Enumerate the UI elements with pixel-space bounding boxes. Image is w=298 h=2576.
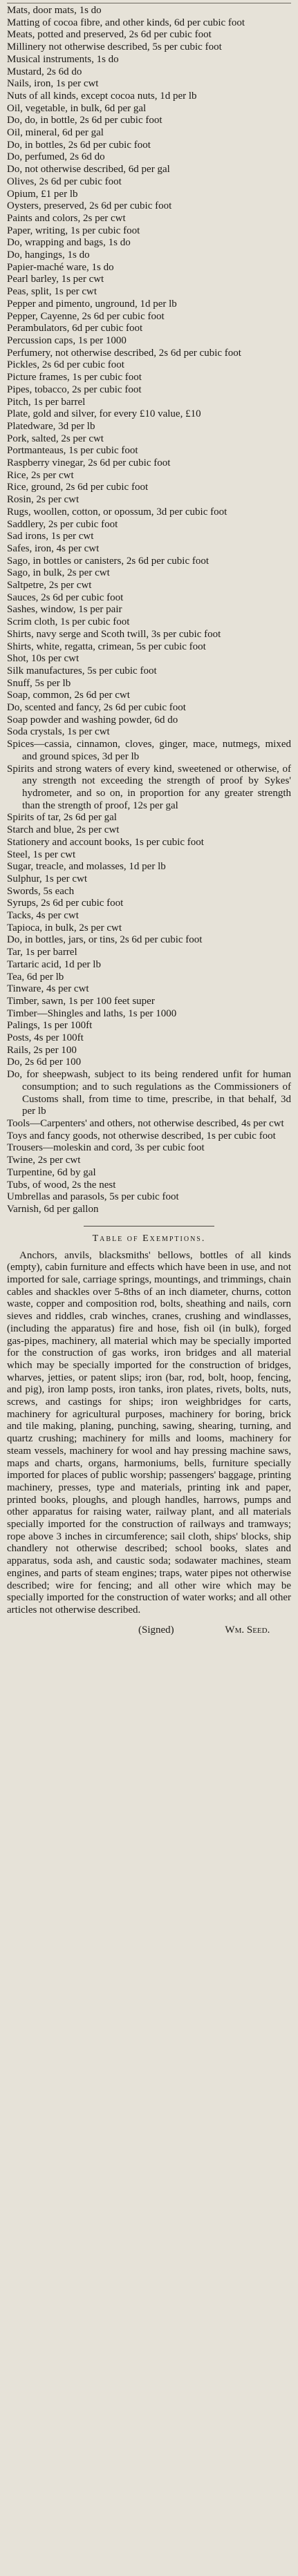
signature-line [7,1624,291,1636]
tariff-entry: Do, not otherwise described, 6d per gal [7,164,170,176]
tariff-entry: Do, scented and fancy, 2s 6d per cubic foot [7,702,186,714]
tariff-entry: Soap, common, 2s 6d per cwt [7,690,130,701]
tariff-entry: Toys and fancy goods, not otherwise described, 1s per cubic foot [7,1130,276,1142]
tariff-entry: Tapioca, in bulk, 2s per cwt [7,922,122,934]
tariff-entry: Tar, 1s per barrel [7,947,77,958]
tariff-entry: Palings, 1s per 100ft [7,1020,93,1032]
tariff-entry: Pitch, 1s per barrel [7,396,86,408]
tariff-entry: Nails, iron, 1s per cwt [7,78,99,90]
tariff-entry: Paper, writing, 1s per cubic foot [7,225,140,236]
tariff-entry: Sago, in bottles or canisters, 2s 6d per cubic foot [7,555,209,567]
tariff-entry: Soda crystals, 1s per cwt [7,726,110,738]
exemptions-text: Anchors, anvils, blacksmiths' bellows, bottles of all kinds (empty), cabin furniture and effects which have been in use, and not imported for sale, carriage springs, mountings, and trimmings, chain cables and shackles over 5-8ths of an inch diameter, churns, cotton waste, copper and composition rod, bolts, sheathing and nails, corn sieves and riddles, crab winches, cranes, crushing and windlasses, (including the apparatus) fire and hose, fish oil (in bulk), forged gas-pipes, machinery, all material which may be specially imported for the construction of gas works, iron bridges and all material which may be specially imported for the construction of bridges, wharves, jetties, or patent slips; iron (bar, rod, bolt, hoop, fencing, and pig), iron lamp posts, iron tanks, iron plates, rivets, bolts, nuts, screws, and castings for ships; iron weighbridges for carts, machinery for agricultural purposes, machinery for boring, brick and tile making, planing, punching, sawing, shearing, turning, and quartz crushing; machinery for mills and looms, machinery for steam vessels, machinery for wool and hay pressing machine saws, maps and charts, organs, harmoniums, bells, furniture specially imported for places of public worship; passengers' baggage, printing machinery, presses, type and materials, printing ink and paper, printed books, ploughs, and plough handles, harrows, pumps and other apparatus for raising water, railway plant, and all materials specially imported for the construction of railways and tramways; rope above 3 inches in circumference; sail cloth, ships' blocks, ship chandlery not otherwise described; school books, slates and apparatus, soda ash, and caustic soda; sodawater machines, steam engines, and parts of steam engines; traps, water pipes not otherwise described; wire for fencing; and all other wire which may be specially imported for the construction of water works; and all other articles not otherwise described. [7,1249,291,1616]
signed-label: (Signed) [138,1624,174,1636]
tariff-entry: Trousers—moleskin and cord, 3s per cubic foot [7,1142,205,1154]
tariff-entry: Rice, 2s per cwt [7,469,74,481]
tariff-entry: Do, hangings, 1s do [7,249,90,261]
tariff-entry: Do, wrapping and bags, 1s do [7,237,131,249]
tariff-entry: Meats, potted and preserved, 2s 6d per cubic foot [7,29,212,41]
tariff-entry: Mustard, 2s 6d do [7,66,82,77]
tariff-entry: Plate, gold and silver, for every £10 value, £10 [7,408,201,420]
tariff-entry: Matting of cocoa fibre, and other kinds, 6d per cubic foot [7,17,245,28]
tariff-entry: Varnish, 6d per gallon [7,1203,99,1215]
tariff-entry: Sago, in bulk, 2s per cwt [7,567,110,579]
tariff-entry: Millinery not otherwise described, 5s per cubic foot [7,41,222,53]
tariff-entry: Pepper and pimento, unground, 1d per lb [7,298,177,310]
tariff-entry: Spices—cassia, cinnamon, cloves, ginger, mace, nutmegs, mixed and ground spices, 3d per lb [7,739,291,762]
tariff-entry: Do, perfumed, 2s 6d do [7,151,105,163]
tariff-entry: Do, do, in bottle, 2s 6d per cubic foot [7,115,162,126]
tariff-entry: Soap powder and washing powder, 6d do [7,714,178,726]
tariff-entry: Platedware, 3d per lb [7,420,95,432]
tariff-entry: Turpentine, 6d by gal [7,1166,96,1178]
tariff-entry: Stationery and account books, 1s per cubic foot [7,836,204,848]
tariff-entry: Rails, 2s per 100 [7,1044,77,1056]
tariff-entry: Silk manufactures, 5s per cubic foot [7,665,157,676]
tariff-entry: Oil, mineral, 6d per gal [7,127,104,139]
tariff-entry: Rugs, woollen, cotton, or opossum, 3d per cubic foot [7,506,227,518]
tariff-entry: Olives, 2s 6d per cubic foot [7,176,122,187]
tariff-entry: Do, 2s 6d per 100 [7,1057,82,1068]
tariff-entry: Sulphur, 1s per cwt [7,873,88,884]
tariff-entry: Scrim cloth, 1s per cubic foot [7,616,130,628]
tariff-entry: Do, for sheepwash, subject to its being rendered unfit for human consumption; and to such regulations as the Commissioners of Customs shall, from time to time, prescribe, in that behalf, 3d per lb [7,1069,291,1117]
tariff-entry: Paints and colors, 2s per cwt [7,212,126,224]
tariff-entry: Pearl barley, 1s per cwt [7,274,104,285]
tariff-entry: Papier-maché ware, 1s do [7,261,114,273]
tariff-entry: Timber—Shingles and laths, 1s per 1000 [7,1007,177,1019]
tariff-entry: Pepper, Cayenne, 2s 6d per cubic foot [7,310,165,322]
tariff-entry: Shot, 10s per cwt [7,653,80,665]
tariff-entry: Sashes, window, 1s per pair [7,604,122,616]
exemptions-heading: Table of Exemptions. [92,1233,206,1244]
tariff-entry: Tacks, 4s per cwt [7,910,79,922]
tariff-entry: Mats, door mats, 1s do [7,5,102,16]
tariff-entry: Posts, 4s per 100ft [7,1032,84,1044]
tariff-entry: Saddlery, 2s per cubic foot [7,518,118,530]
tariff-entry: Perfumery, not otherwise described, 2s 6d per cubic foot [7,347,241,359]
tariff-entry: Syrups, 2s 6d per cubic foot [7,898,124,909]
tariff-entry: Do, in bottles, jars, or tins, 2s 6d per cubic foot [7,934,203,946]
tariff-entry: Opium, £1 per lb [7,188,78,200]
section-divider [84,1226,214,1227]
tariff-entry: Spirits of tar, 2s 6d per gal [7,812,117,824]
tariff-entry: Musical instruments, 1s do [7,53,119,65]
tariff-entry: Tartaric acid, 1d per lb [7,958,101,970]
tariff-entry: Raspberry vinegar, 2s 6d per cubic foot [7,457,171,469]
tariff-entry: Oil, vegetable, in bulk, 6d per gal [7,102,147,114]
tariff-entry: Tinware, 4s per cwt [7,983,89,995]
tariff-entry: Timber, sawn, 1s per 100 feet super [7,995,155,1007]
tariff-entry: Sad irons, 1s per cwt [7,531,94,542]
tariff-entry: Pickles, 2s 6d per cubic foot [7,359,124,371]
tariff-entry: Perambulators, 6d per cubic foot [7,323,143,334]
tariff-entry: Percussion caps, 1s per 1000 [7,334,127,346]
tariff-entry: Steel, 1s per cwt [7,849,76,860]
tariff-entry: Picture frames, 1s per cubic foot [7,372,142,383]
tariff-entry: Tea, 6d per lb [7,971,64,983]
tariff-entry: Saltpetre, 2s per cwt [7,580,92,591]
tariff-entry: Sauces, 2s 6d per cubic foot [7,591,124,603]
tariff-entry: Tubs, of wood, 2s the nest [7,1179,116,1191]
tariff-entry: Twine, 2s per cwt [7,1155,81,1166]
tariff-entry: Pork, salted, 2s per cwt [7,433,104,444]
tariff-entry: Do, in bottles, 2s 6d per cubic foot [7,139,151,151]
tariff-entry: Pipes, tobacco, 2s per cubic foot [7,383,142,395]
tariff-entry: Shirts, white, regatta, crimean, 5s per cubic foot [7,641,206,652]
tariff-entry: Umbrellas and parasols, 5s per cubic foot [7,1191,179,1203]
tariff-entry: Tools—Carpenters' and others, not otherwise described, 4s per cwt [7,1117,284,1129]
tariff-entry: Swords, 5s each [7,885,75,897]
tariff-entry: Peas, split, 1s per cwt [7,286,97,298]
tariff-entry: Rice, ground, 2s 6d per cubic foot [7,482,149,493]
tariff-entry: Starch and blue, 2s per cwt [7,824,120,836]
signatory-name: Wm. Seed. [225,1624,270,1636]
tariff-entry: Safes, iron, 4s per cwt [7,542,100,554]
tariff-list [7,5,291,1216]
tariff-entry: Sugar, treacle, and molasses, 1d per lb [7,861,166,873]
tariff-entry: Shirts, navy serge and Scoth twill, 3s per cubic foot [7,628,221,640]
tariff-entry: Oysters, preserved, 2s 6d per cubic foot [7,200,172,212]
tariff-entry: Rosin, 2s per cwt [7,494,80,506]
tariff-entry: Nuts of all kinds, except cocoa nuts, 1d per lb [7,90,197,102]
tariff-entry: Spirits and strong waters of every kind, sweetened or otherwise, of any strength not exceeding the strength of proof by Sykes' hydrometer, and so on, in proportion for any greater strength than the strength of proof, 12s per gal [7,763,291,811]
tariff-entry: Snuff, 5s per lb [7,677,71,689]
tariff-entry: Portmanteaus, 1s per cubic foot [7,445,138,457]
